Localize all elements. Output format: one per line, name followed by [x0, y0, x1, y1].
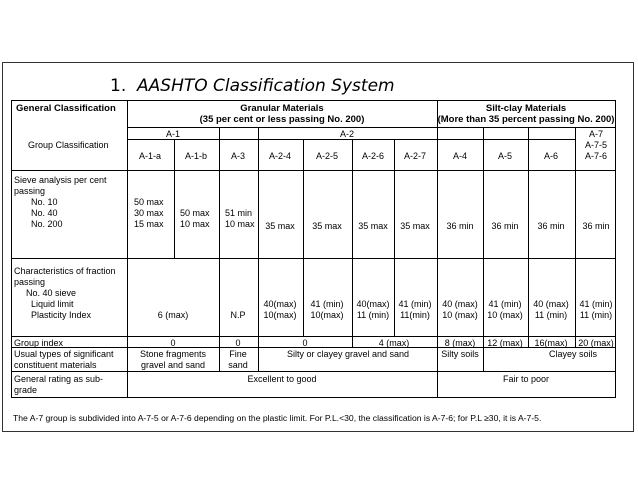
group-a24: A-2-4: [268, 151, 292, 161]
gi-a3: 0: [235, 338, 241, 348]
gi-a1: 0: [170, 338, 176, 348]
fraction-plasticity-index: Plasticity Index: [31, 310, 92, 320]
sieve-label-line1: Sieve analysis per cent: [14, 175, 107, 185]
table-right-border: [615, 100, 616, 397]
a7-pi: 11 (min): [579, 310, 613, 320]
a25-pi: 10(max): [310, 310, 344, 320]
a5-no200: 36 min: [491, 221, 519, 231]
a7-header: A-7: [588, 129, 604, 139]
group-a27: A-2-7: [403, 151, 427, 161]
table-bottom-border: [11, 397, 616, 398]
fraction-no40: No. 40 sieve: [26, 288, 77, 298]
a24-no200: 35 max: [265, 221, 295, 231]
gi-a2-first: 0: [302, 338, 308, 348]
a76-header: A-7-6: [584, 151, 608, 161]
a4-a5-divider: [483, 127, 484, 371]
a1-pi: 6 (max): [157, 310, 189, 320]
a4-pi: 10 (max): [442, 310, 478, 320]
a6-no200: 36 min: [537, 221, 565, 231]
a26-a27-divider: [394, 139, 395, 336]
a1a-no200: 15 max: [134, 219, 164, 229]
a26-ll: 40(max): [356, 299, 390, 309]
fraction-label-line2: passing: [14, 277, 46, 287]
granular-subtitle: (35 per cent or less passing No. 200): [199, 114, 365, 125]
a5-ll: 41 (min): [488, 299, 522, 309]
gi-a5: 12 (max): [487, 338, 523, 348]
usual-a1-line1: Stone fragments: [139, 349, 207, 359]
a3-no40: 51 min: [225, 208, 253, 218]
a26-pi: 11 (min): [356, 310, 390, 320]
a26-no200: 35 max: [358, 221, 388, 231]
usual-a3-line2: sand: [228, 360, 248, 370]
group-a3: A-3: [230, 151, 246, 161]
rating-label-line1: General rating as sub-: [14, 374, 104, 384]
a1b-no40: 50 max: [180, 208, 210, 218]
gi-a7: 20 (max): [578, 338, 614, 348]
header-divider: [127, 127, 616, 128]
usual-label-line2: constituent materials: [14, 360, 97, 370]
granular-siltclay-divider: [437, 100, 438, 397]
a24-pi: 10(max): [263, 310, 297, 320]
a75-header: A-7-5: [584, 140, 608, 150]
gi-a2-second: 4 (max): [378, 338, 410, 348]
gi-a6: 16(max): [534, 338, 568, 348]
a6-a7-divider: [575, 127, 576, 347]
fraction-label-line1: Characteristics of fraction: [14, 266, 116, 276]
usual-label-line1: Usual types of significant: [14, 349, 114, 359]
a5-a6-divider: [528, 127, 529, 347]
group-a5: A-5: [497, 151, 513, 161]
a7-ll: 41 (min): [579, 299, 613, 309]
a27-no200: 35 max: [400, 221, 430, 231]
footnote: The A-7 group is subdivided into A-7-5 or A-7-6 depending on the plastic limit. For P.L.<30, the classification is A-7-6; for P.L ≥30, it is A-7-5.: [13, 413, 542, 423]
a5-pi: 10 (max): [487, 310, 523, 320]
title-number: 1.: [110, 76, 127, 96]
a25-no200: 35 max: [312, 221, 342, 231]
a3-no200: 10 max: [225, 219, 255, 229]
a1a-no40: 30 max: [134, 208, 164, 218]
gi-row-bottom: [11, 347, 616, 348]
sieve-row-bottom: [11, 258, 616, 259]
rating-label-line2: grade: [14, 385, 38, 395]
usual-a3-line1: Fine: [229, 349, 247, 359]
usual-a2: Silty or clayey gravel and sand: [286, 349, 410, 359]
usual-a1-line2: gravel and sand: [140, 360, 206, 370]
table-left-border: [11, 100, 12, 397]
a1b-no200: 10 max: [180, 219, 210, 229]
sieve-label-line2: passing: [14, 186, 46, 196]
siltclay-title: Silt-clay Materials: [485, 103, 567, 114]
a25-a26-divider: [352, 139, 353, 347]
label-col-divider: [127, 100, 128, 397]
usual-clayey: Clayey soils: [548, 349, 598, 359]
group-a1b: A-1-b: [184, 151, 208, 161]
a3-a2-divider: [258, 127, 259, 371]
sieve-no200: No. 200: [31, 219, 63, 229]
a1a-no10: 50 max: [134, 197, 164, 207]
fraction-liquid-limit: Liquid limit: [31, 299, 74, 309]
general-classification-label: General Classification: [16, 103, 116, 114]
siltclay-subtitle: (More than 35 percent passing No. 200): [437, 114, 615, 125]
granular-title: Granular Materials: [240, 103, 324, 114]
group-row-bottom: [11, 170, 616, 171]
a1-a3-divider: [219, 127, 220, 371]
a2-header: A-2: [339, 129, 355, 139]
rating-siltclay: Fair to poor: [502, 374, 550, 384]
group-a4: A-4: [452, 151, 468, 161]
a6-ll: 40 (max): [533, 299, 569, 309]
group-a1a: A-1-a: [138, 151, 162, 161]
a1-header: A-1: [165, 129, 181, 139]
usual-silty: Silty soils: [441, 349, 479, 359]
title-text: AASHTO Classification System: [137, 76, 395, 96]
a1a-a1b-divider: [174, 139, 175, 258]
group-a6: A-6: [543, 151, 559, 161]
a24-ll: 40(max): [263, 299, 297, 309]
table-top-border: [11, 100, 616, 101]
subheader-divider: [127, 139, 575, 140]
rating-granular: Excellent to good: [247, 374, 317, 384]
group-index-label: Group index: [14, 338, 64, 348]
group-classification-label: Group Classification: [28, 140, 109, 150]
a7-no200: 36 min: [582, 221, 610, 231]
page-title: [110, 76, 395, 96]
group-a25: A-2-5: [315, 151, 339, 161]
a27-pi: 11(min): [400, 310, 430, 320]
fraction-row-bottom: [11, 336, 616, 337]
a4-no200: 36 min: [446, 221, 474, 231]
a3-pi: N.P: [230, 310, 246, 320]
group-a26: A-2-6: [361, 151, 385, 161]
sieve-no40: No. 40: [31, 208, 58, 218]
a25-ll: 41 (min): [310, 299, 344, 309]
a27-ll: 41 (min): [398, 299, 432, 309]
a4-ll: 40 (max): [442, 299, 478, 309]
a6-pi: 11 (min): [534, 310, 568, 320]
sieve-no10: No. 10: [31, 197, 58, 207]
a24-a25-divider: [303, 139, 304, 336]
usual-row-bottom: [11, 371, 616, 372]
gi-a4: 8 (max): [444, 338, 476, 348]
